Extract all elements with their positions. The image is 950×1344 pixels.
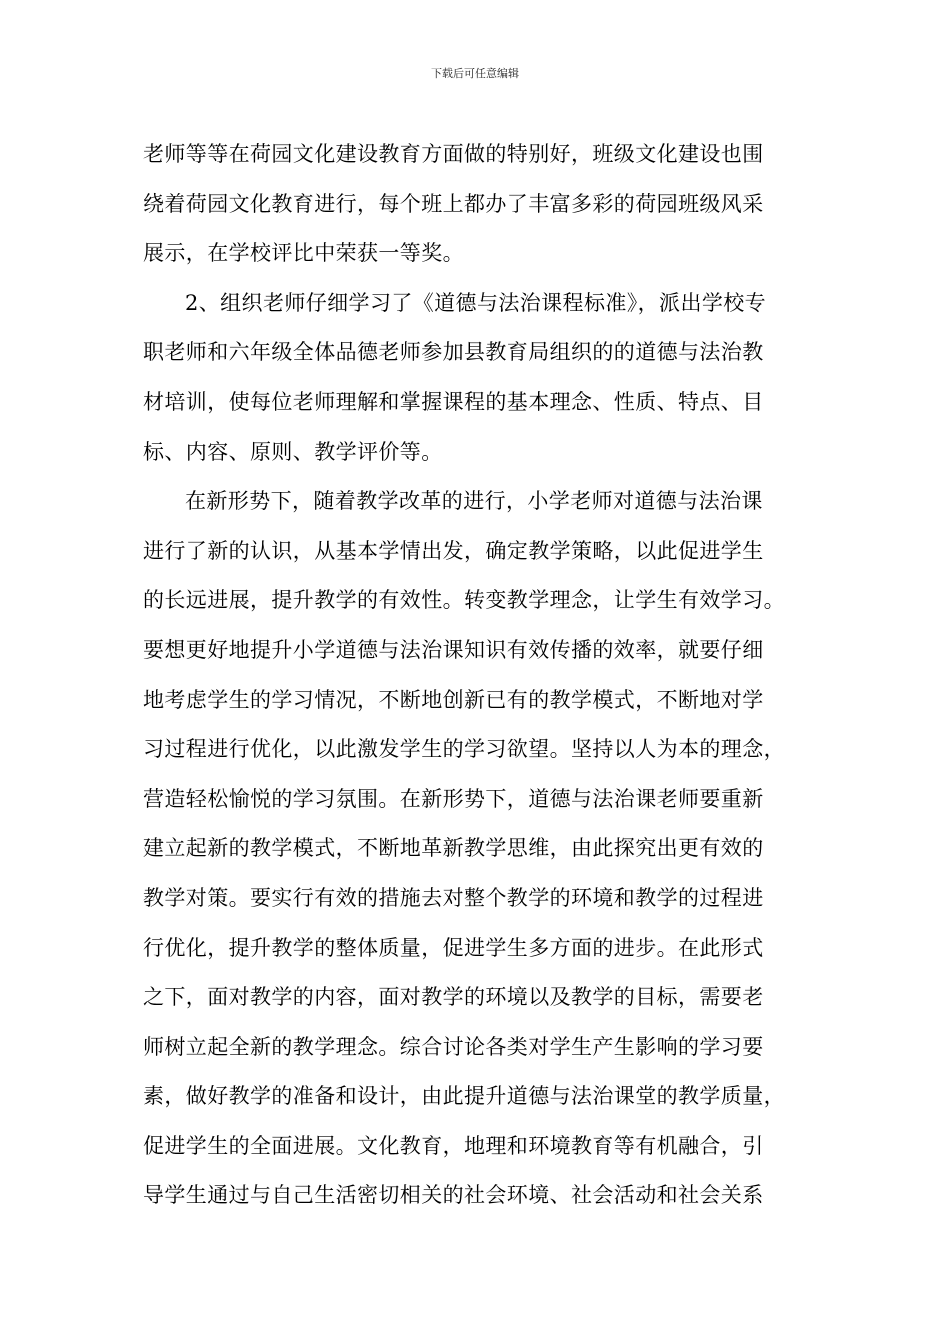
- paragraph-start-line: 在新形势下，随着教学改革的进行，小学老师对道德与法治课: [185, 489, 763, 514]
- text-line: 习过程进行优化，以此激发学生的学习欲望。坚持以人为本的理念，: [143, 737, 785, 762]
- text-line: 导学生通过与自己生活密切相关的社会环境、社会活动和社会关系: [143, 1183, 764, 1208]
- text-line: 师树立起全新的教学理念。综合讨论各类对学生产生影响的学习要: [143, 1034, 764, 1059]
- text-line: 教学对策。要实行有效的措施去对整个教学的环境和教学的过程进: [143, 885, 764, 910]
- text-line: 材培训，使每位老师理解和掌握课程的基本理念、性质、特点、目: [143, 389, 764, 414]
- text-line: 建立起新的教学模式，不断地革新教学思维，由此探究出更有效的: [143, 836, 764, 861]
- text-line: 绕着荷园文化教育进行，每个班上都办了丰富多彩的荷园班级风采: [143, 191, 764, 216]
- text-line: 行优化，提升教学的整体质量，促进学生多方面的进步。在此形式: [143, 935, 764, 960]
- text-line: 之下，面对教学的内容，面对教学的环境以及教学的目标，需要老: [143, 985, 764, 1010]
- text-line: 职老师和六年级全体品德老师参加县教育局组织的的道德与法治教: [143, 340, 764, 365]
- text-line: 进行了新的认识，从基本学情出发，确定教学策略，以此促进学生: [143, 538, 764, 563]
- text-line: 促进学生的全面进展。文化教育，地理和环境教育等有机融合，引: [143, 1133, 764, 1158]
- document-body: [143, 130, 808, 1221]
- text-line: 老师等等在荷园文化建设教育方面做的特别好，班级文化建设也围: [143, 142, 764, 166]
- text-line: 展示，在学校评比中荣获一等奖。: [143, 241, 464, 266]
- paragraph-start-line: 2、组织老师仔细学习了《道德与法治课程标准》，派出学校专: [185, 290, 767, 315]
- text-line: 营造轻松愉悦的学习氛围。在新形势下，道德与法治课老师要重新: [143, 786, 764, 811]
- text-line: 的长远进展，提升教学的有效性。转变教学理念，让学生有效学习。: [143, 588, 785, 613]
- text-line: 素，做好教学的准备和设计，由此提升道德与法治课堂的教学质量，: [143, 1084, 785, 1109]
- text-line: 地考虑学生的学习情况，不断地创新已有的教学模式，不断地对学: [143, 687, 764, 712]
- page-header: 下载后可任意编辑: [431, 67, 519, 80]
- text-line: 标、内容、原则、教学评价等。: [143, 439, 443, 464]
- text-line: 要想更好地提升小学道德与法治课知识有效传播的效率，就要仔细: [143, 637, 764, 662]
